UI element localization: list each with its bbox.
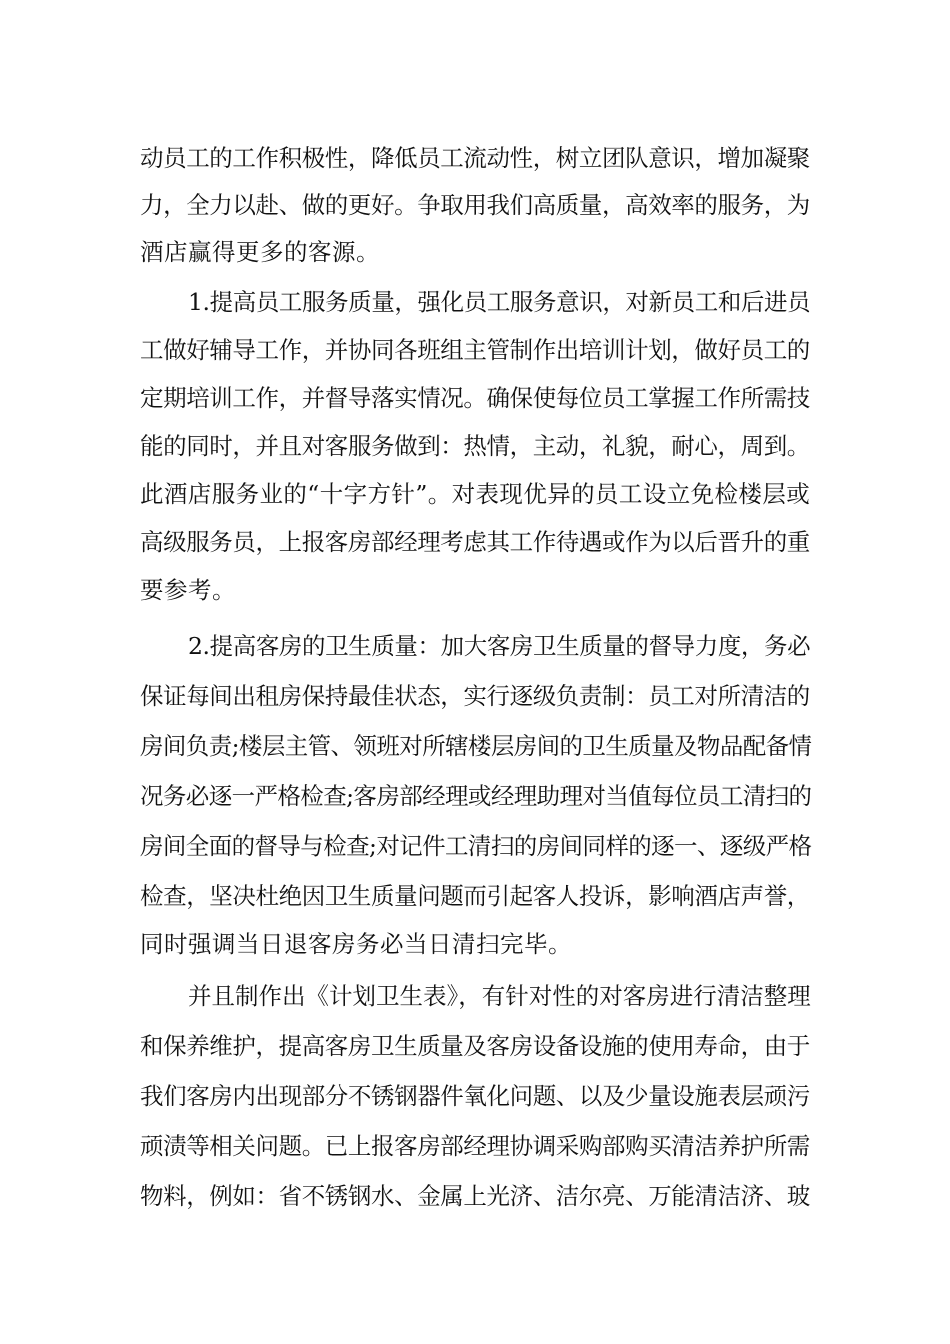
- text-line-content: 酒店赢得更多的客源。: [140, 238, 380, 266]
- text-line-content: 工做好辅导工作，并协同各班组主管制作出培训计划，做好员工的: [140, 336, 810, 364]
- text-line: [0, 474, 950, 514]
- text-line: [0, 626, 950, 666]
- text-line-content: 和保养维护，提高客房卫生质量及客房设备设施的使用寿命，由于: [140, 1032, 810, 1060]
- text-line: [0, 976, 950, 1016]
- text-line: [0, 232, 950, 272]
- text-line-content: 房间全面的督导与检查;对记件工清扫的房间同样的逐一、逐级严格: [140, 832, 812, 860]
- text-line: [0, 330, 950, 370]
- text-line: [0, 1176, 950, 1216]
- text-line: [0, 826, 950, 866]
- text-line: [0, 924, 950, 964]
- text-line-content: 定期培训工作，并督导落实情况。确保使每位员工掌握工作所需技: [140, 384, 810, 412]
- text-line: [0, 776, 950, 816]
- text-line: [0, 1026, 950, 1066]
- text-line-content: 我们客房内出现部分不锈钢器件氧化问题、以及少量设施表层顽污: [140, 1082, 810, 1110]
- text-line: [0, 1076, 950, 1116]
- text-line-content: 此酒店服务业的“十字方针”。对表现优异的员工设立免检楼层或: [140, 480, 811, 508]
- text-line: [0, 676, 950, 716]
- text-line: [0, 726, 950, 766]
- text-line-content: 况务必逐一严格检查;客房部经理或经理助理对当值每位员工清扫的: [140, 782, 812, 810]
- text-line: [0, 876, 950, 916]
- text-line: [0, 426, 950, 466]
- text-line-content: 要参考。: [140, 576, 236, 604]
- text-line-content: 检查，坚决杜绝因卫生质量问题而引起客人投诉，影响酒店声誉，: [140, 882, 810, 910]
- text-line: [0, 1126, 950, 1166]
- text-line-content: 动员工的工作积极性，降低员工流动性，树立团队意识，增加凝聚: [140, 144, 810, 172]
- text-line-content: 能的同时，并且对客服务做到：热情，主动，礼貌，耐心，周到。: [140, 432, 810, 460]
- text-line-content: 并且制作出《计划卫生表》，有针对性的对客房进行清洁整理: [188, 982, 811, 1010]
- text-line: [0, 378, 950, 418]
- text-line-content: 顽渍等相关问题。已上报客房部经理协调采购部购买清洁养护所需: [140, 1132, 810, 1160]
- text-line: [0, 522, 950, 562]
- text-line-content: 1.提高员工服务质量，强化员工服务意识，对新员工和后进员: [188, 288, 811, 316]
- text-line-content: 同时强调当日退客房务必当日清扫完毕。: [140, 930, 572, 958]
- text-line-content: 房间负责;楼层主管、领班对所辖楼层房间的卫生质量及物品配备情: [140, 732, 812, 760]
- text-line-content: 物料，例如：省不锈钢水、金属上光济、洁尔亮、万能清洁济、玻: [140, 1182, 810, 1210]
- text-line: [0, 282, 950, 322]
- text-line-content: 高级服务员，上报客房部经理考虑其工作待遇或作为以后晋升的重: [140, 528, 810, 556]
- text-line: [0, 570, 950, 610]
- text-line: [0, 138, 950, 178]
- text-line-content: 力，全力以赴、做的更好。争取用我们高质量，高效率的服务，为: [140, 191, 810, 219]
- text-line-content: 2.提高客房的卫生质量：加大客房卫生质量的督导力度，务必: [188, 632, 811, 660]
- text-line: [0, 185, 950, 225]
- text-line-content: 保证每间出租房保持最佳状态，实行逐级负责制：员工对所清洁的: [140, 682, 810, 710]
